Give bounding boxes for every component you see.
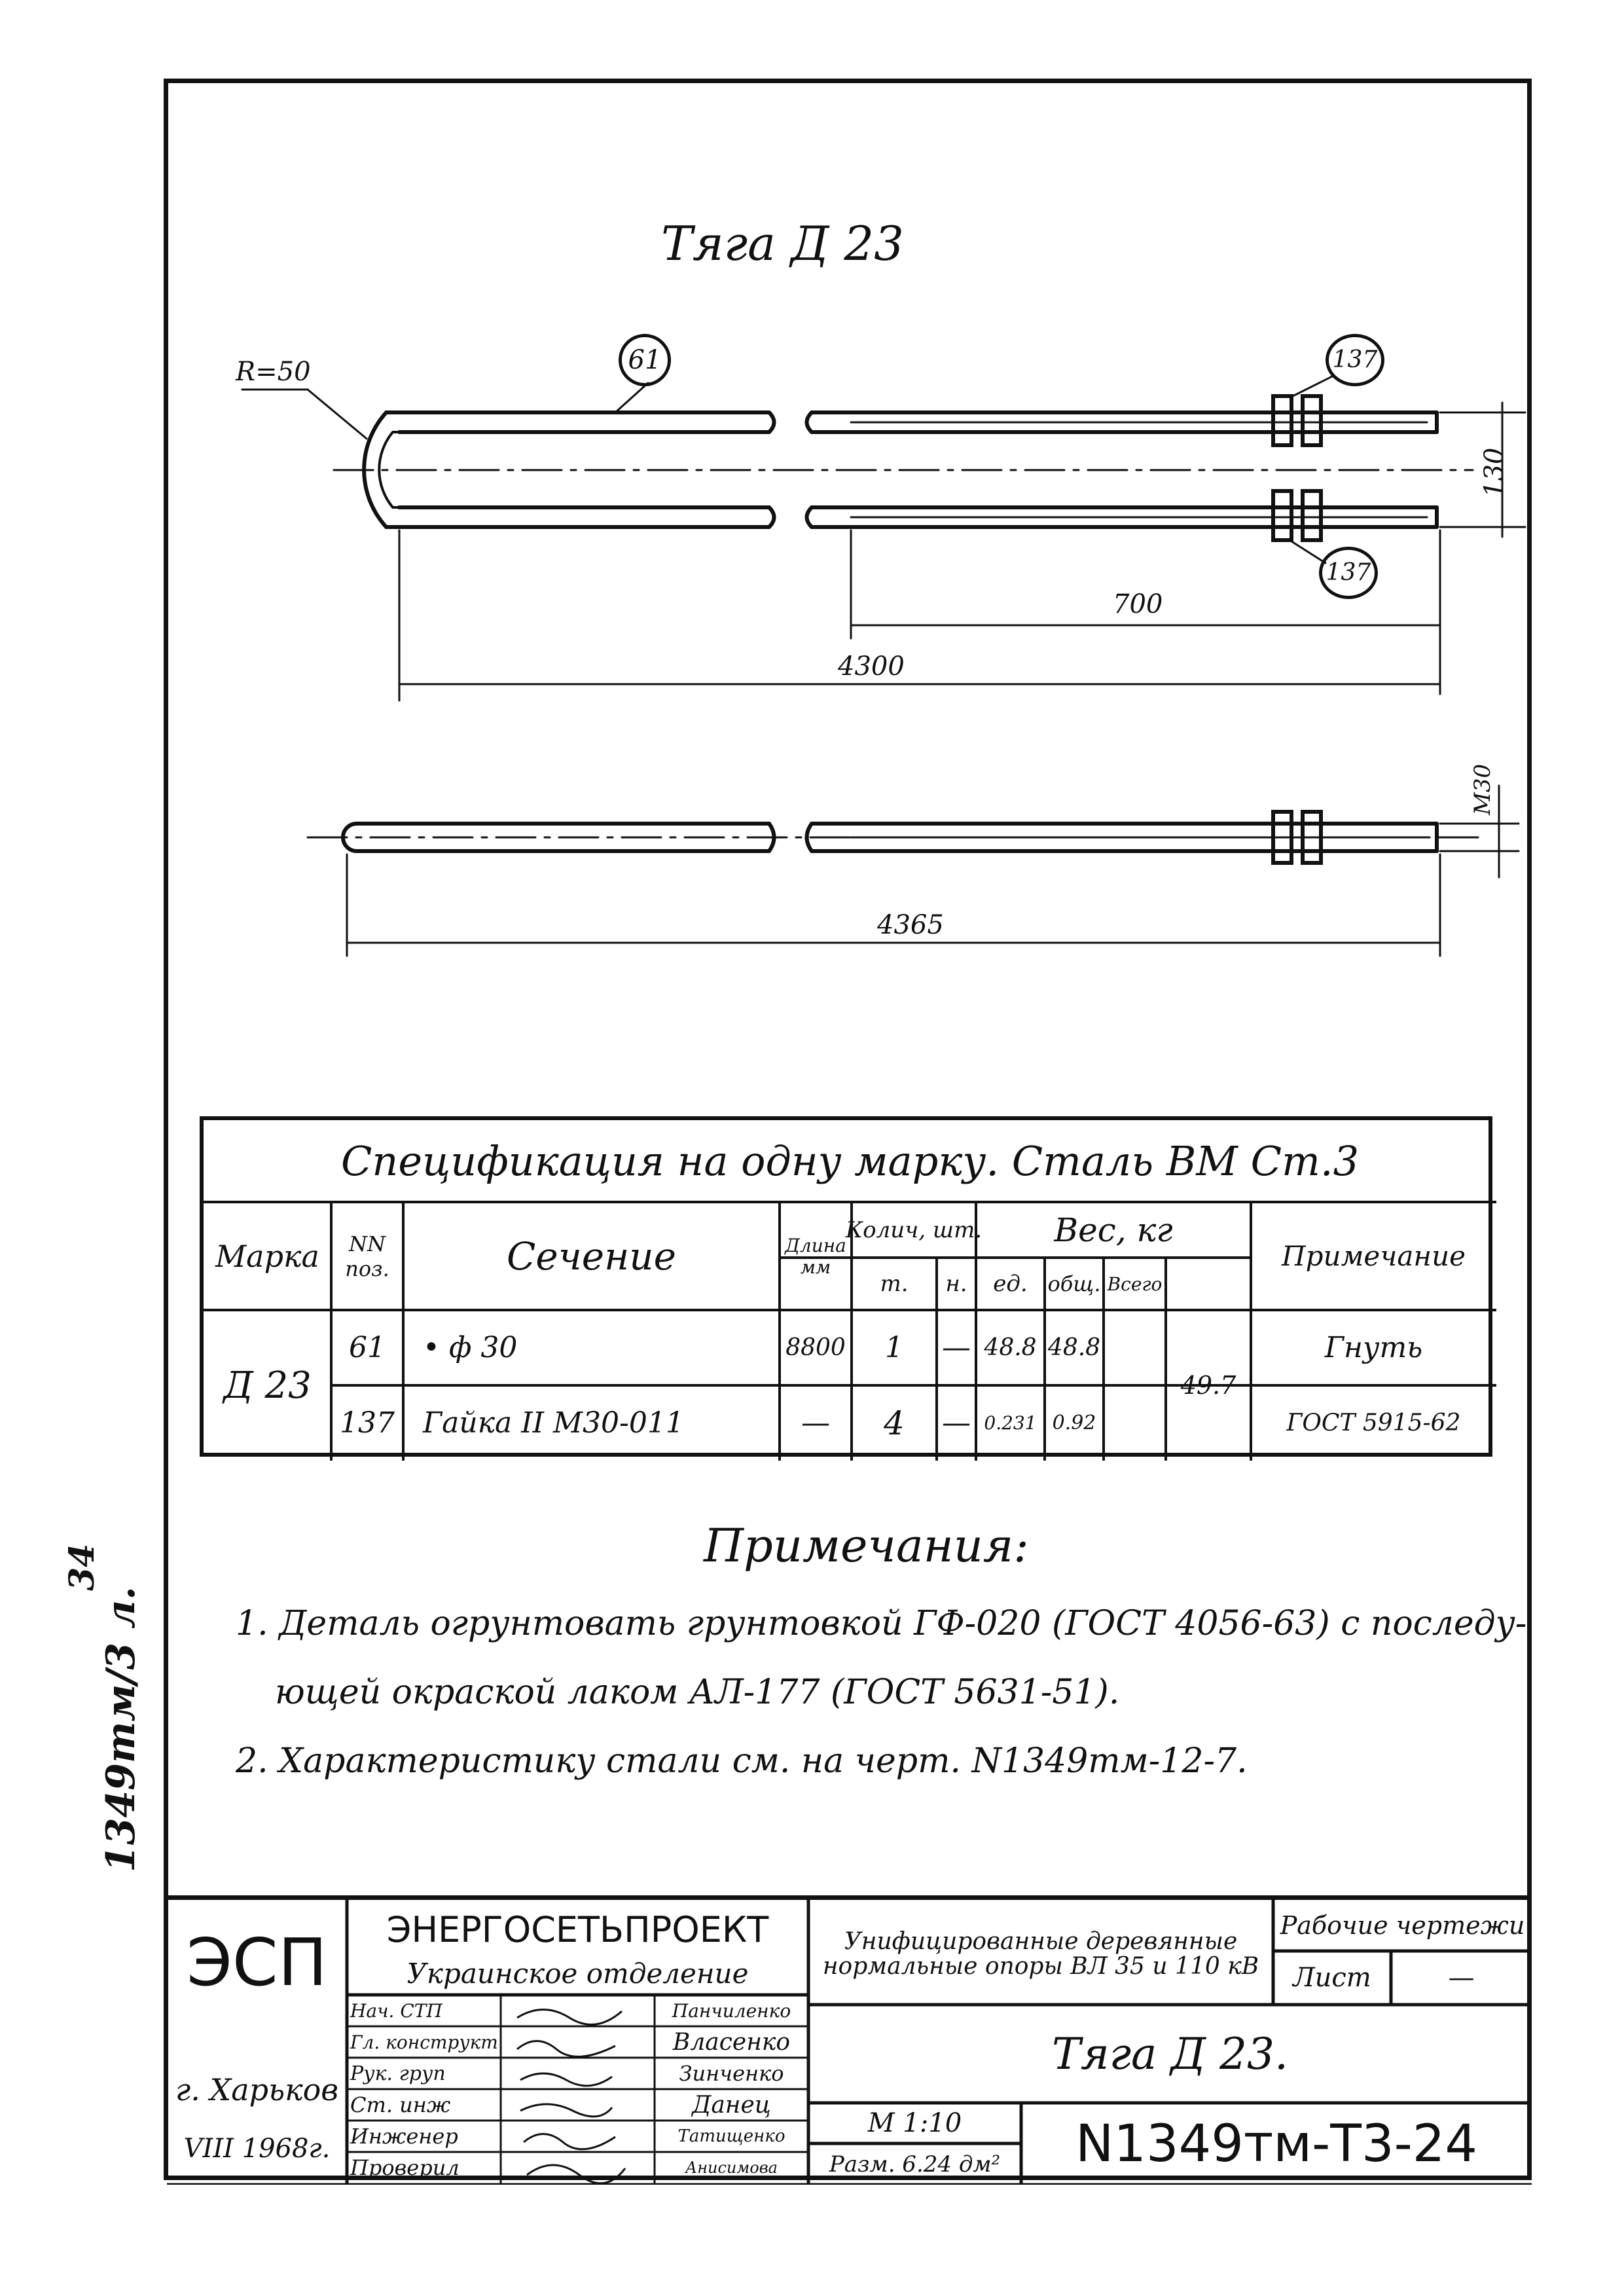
name-4: Данец	[692, 2091, 771, 2119]
project-title: Унифицированные деревянные нормальные опоры ВЛ 35 и 110 кВ	[822, 1928, 1259, 1980]
spec-mark: Д 23	[223, 1364, 312, 1407]
role-6: Проверил	[350, 2155, 460, 2180]
row1-qty-t: 1	[885, 1331, 903, 1364]
format: Разм. 6.24 дм²	[829, 2151, 1001, 2178]
role-4: Ст. инж	[350, 2092, 451, 2117]
dimension-m30: M30	[1470, 763, 1496, 815]
title-block	[167, 1895, 1532, 2180]
radius-label: R=50	[236, 357, 311, 387]
nut-bottom-2	[1303, 491, 1321, 540]
org-dept: Украинское отделение	[406, 1957, 749, 1990]
row1-weight-unit: 48.8	[984, 1334, 1037, 1361]
row2-length: —	[801, 1406, 830, 1440]
row2-weight-total: 0.92	[1052, 1412, 1096, 1434]
drawing-title: Тяга Д 23	[661, 216, 904, 271]
dimension-4365: 4365	[877, 910, 944, 940]
header-weight-unit: ед.	[993, 1271, 1028, 1297]
nut-top-2	[1303, 396, 1321, 445]
name-1: Панчиленко	[672, 1999, 791, 2022]
row2-weight-unit: 0.231	[984, 1412, 1037, 1434]
scale: М 1:10	[867, 2108, 962, 2138]
role-1: Нач. СТП	[350, 1999, 442, 2022]
row1-length: 8800	[785, 1334, 846, 1361]
city: г. Харьков	[175, 2072, 339, 2107]
header-qty-n: н.	[945, 1271, 967, 1297]
org-name: ЭНЕРГОСЕТЬПРОЕКТ	[386, 1908, 769, 1950]
nut-bottom-1	[1273, 491, 1291, 540]
name-3: Зинченко	[679, 2061, 784, 2086]
note-line-1: 1. Деталь огрунтовать грунтовкой ГФ-020 (ГОСТ 4056-63) с последу-	[236, 1604, 1527, 1643]
position-marker-137-top: 137	[1326, 334, 1384, 386]
header-qty-t: т.	[880, 1271, 909, 1297]
position-marker-61: 61	[619, 334, 671, 386]
drawing-stage: Рабочие чертежи	[1280, 1911, 1525, 1940]
spec-total: 49.7	[1180, 1371, 1236, 1400]
header-weight: Вес, кг	[1054, 1211, 1173, 1249]
header-qty: Колич, шт.	[845, 1216, 983, 1243]
page-number: 34	[62, 1543, 102, 1591]
row2-qty-n: —	[942, 1406, 971, 1440]
sheet-title: Тяга Д 23.	[1051, 2028, 1288, 2079]
row1-note: Гнуть	[1324, 1331, 1423, 1364]
row1-pos: 61	[349, 1331, 386, 1364]
spec-title: Спецификация на одну марку. Сталь ВМ Ст.3	[340, 1137, 1360, 1185]
nut-top-1	[1273, 396, 1291, 445]
header-length: Длина мм	[785, 1234, 846, 1278]
role-3: Рук. груп	[350, 2062, 446, 2085]
name-2: Власенко	[672, 2028, 791, 2056]
dimension-4300: 4300	[838, 651, 905, 682]
date: VIII 1968г.	[183, 2134, 331, 2164]
row1-weight-total: 48.8	[1047, 1334, 1101, 1361]
row2-qty-t: 4	[884, 1404, 905, 1442]
row1-section: • ф 30	[423, 1331, 518, 1364]
header-mark: Марка	[215, 1238, 319, 1274]
header-weight-all: Всего	[1107, 1273, 1163, 1295]
role-2: Гл. конструкт	[350, 2031, 498, 2053]
spec-table	[200, 1116, 1492, 1457]
header-note: Примечание	[1282, 1240, 1466, 1272]
name-5: Татищенко	[677, 2126, 785, 2146]
note-line-3: 2. Характеристику стали см. на черт. N1349тм-12-7.	[236, 1741, 1248, 1781]
header-section: Сечение	[507, 1233, 676, 1279]
row2-section: Гайка II М30-011	[423, 1406, 684, 1440]
row2-pos: 137	[340, 1406, 395, 1440]
header-weight-total: общ.	[1047, 1271, 1101, 1296]
header-pos: NN поз.	[345, 1231, 389, 1281]
notes-title: Примечания:	[704, 1519, 1029, 1573]
note-line-2: ющей окраской лаком АЛ-177 (ГОСТ 5631-51).	[275, 1673, 1120, 1712]
name-6: Анисимова	[685, 2159, 778, 2177]
row2-note: ГОСТ 5915-62	[1286, 1410, 1461, 1436]
sheet-value: —	[1448, 1963, 1475, 1993]
drawing-number: N1349тм-Т3-24	[1075, 2114, 1477, 2174]
row1-qty-n: —	[942, 1331, 971, 1364]
dimension-130: 130	[1479, 447, 1509, 498]
role-5: Инженер	[350, 2124, 458, 2149]
inventory-number: 1349тм/3 л.	[98, 1586, 144, 1872]
dimension-700: 700	[1113, 589, 1163, 619]
position-marker-137-bottom: 137	[1319, 547, 1378, 599]
sheet-label: Лист	[1293, 1963, 1371, 1993]
org-logo: ЭСП	[187, 1923, 327, 2001]
